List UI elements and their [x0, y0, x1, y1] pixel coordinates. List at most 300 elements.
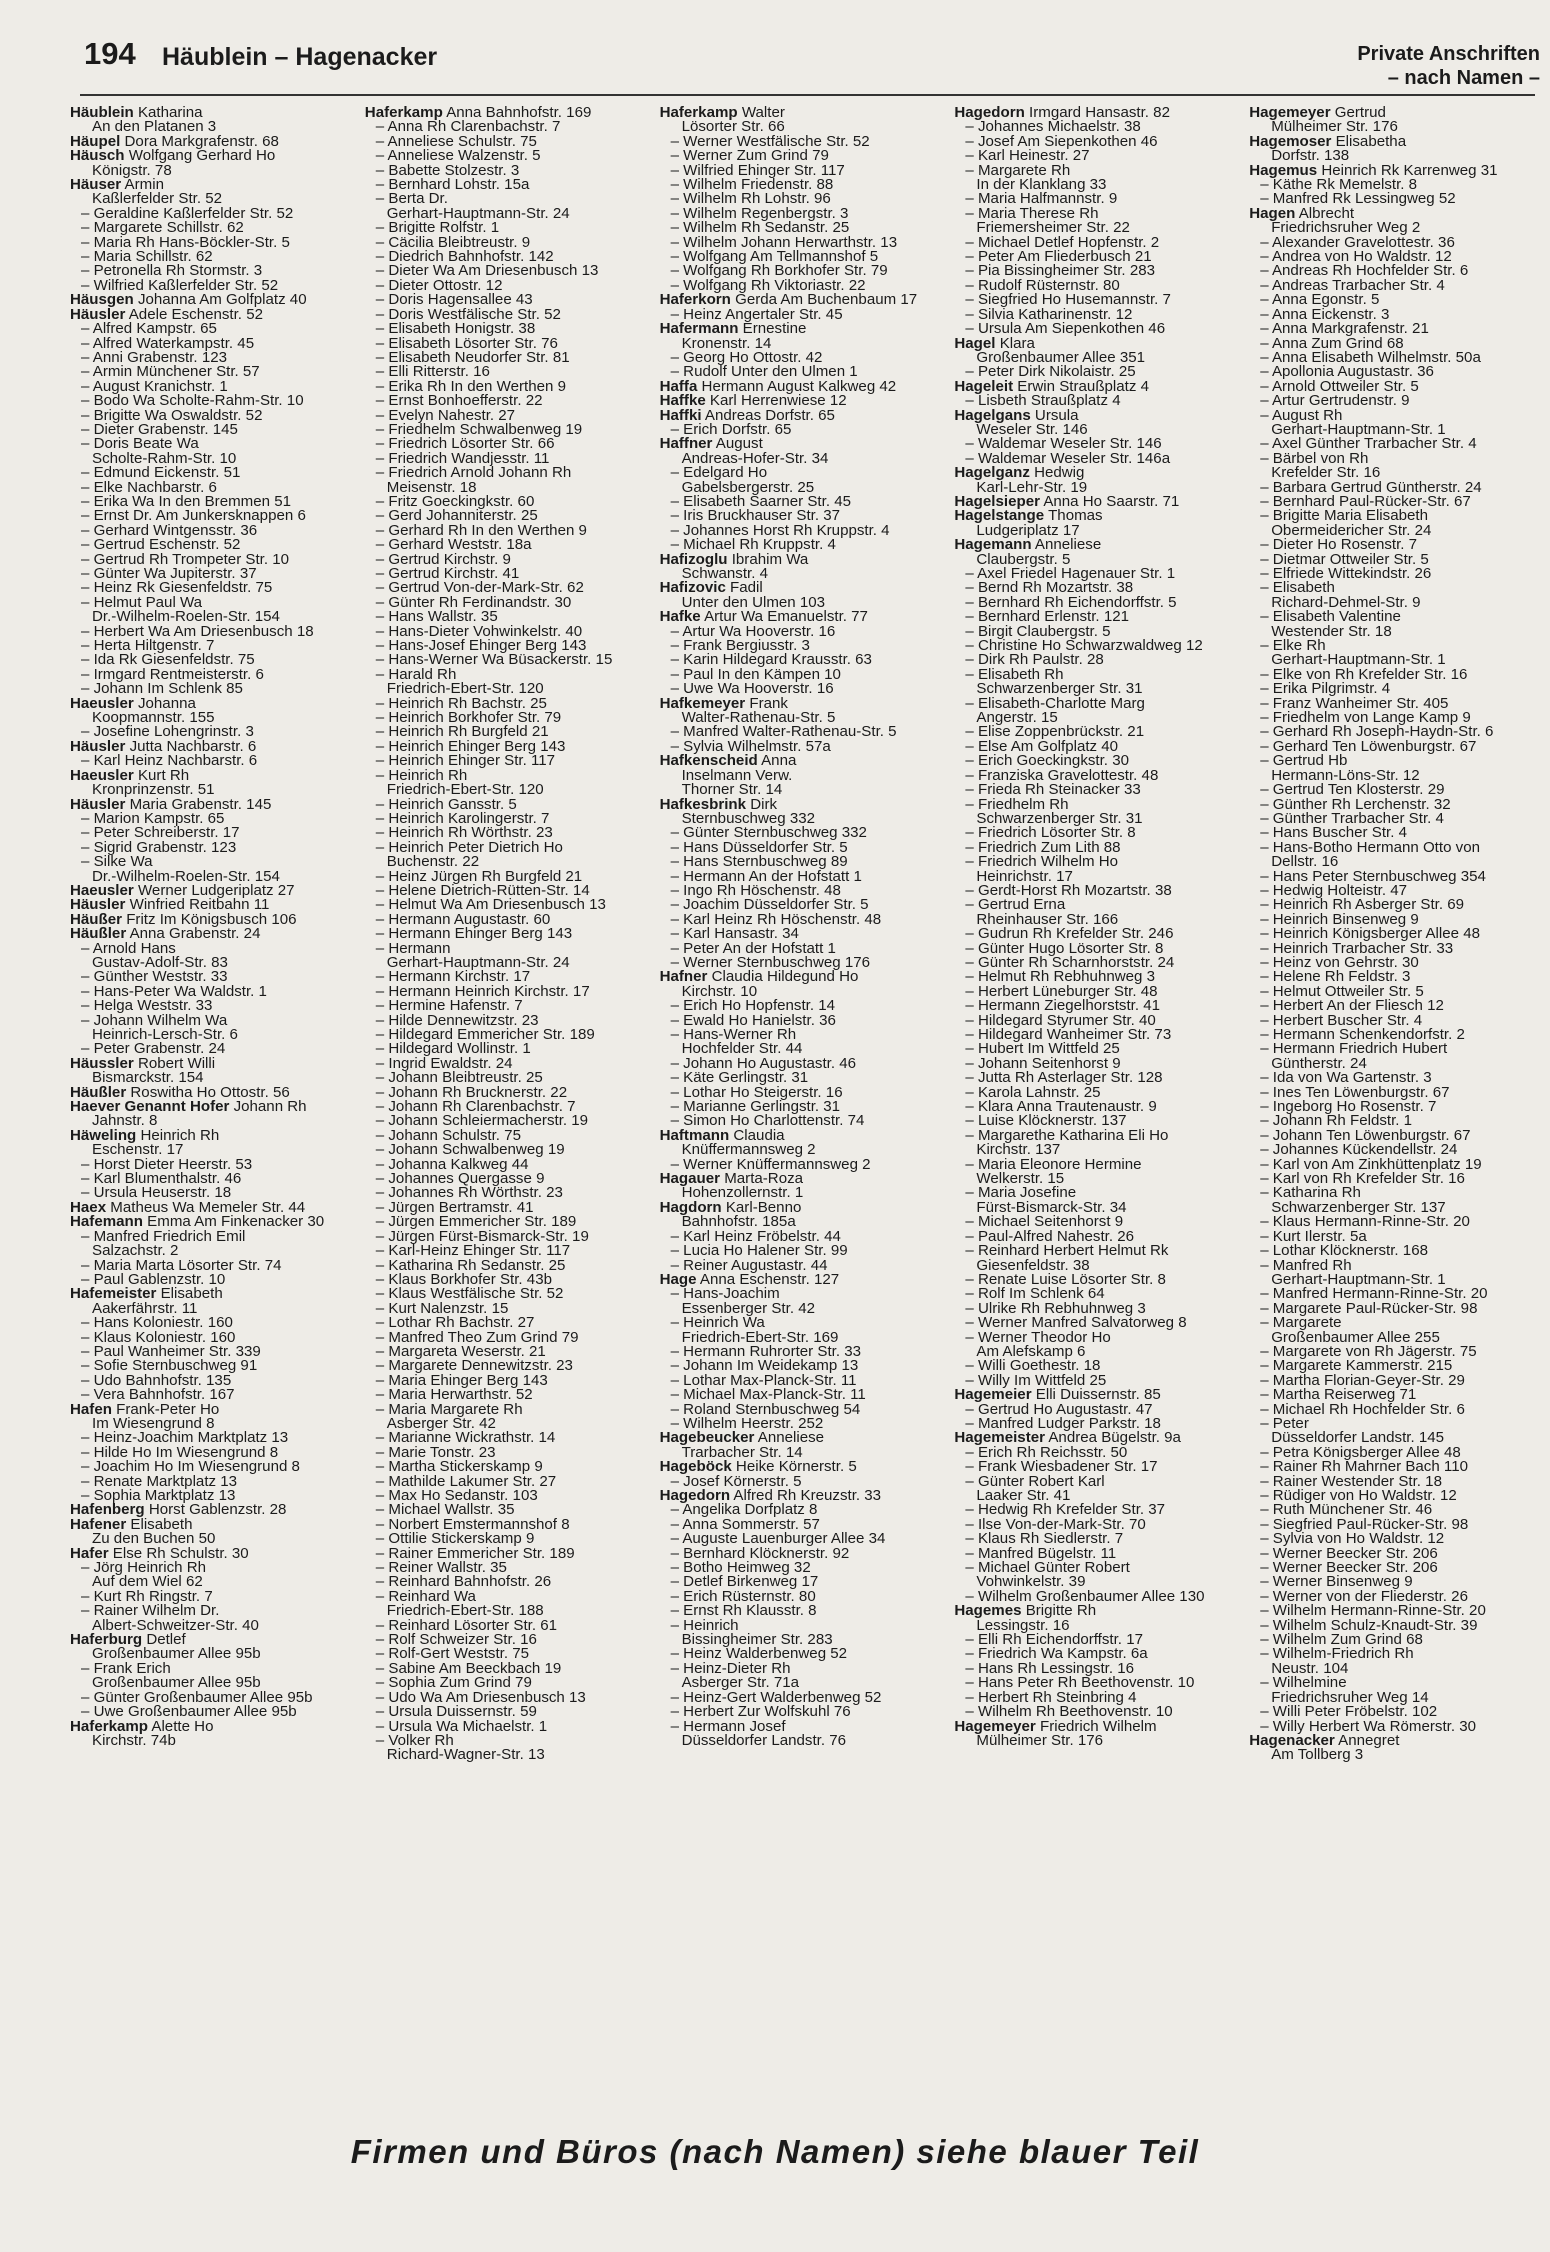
sub-entry: – Reinhard Lösorter Str. 61	[375, 1616, 558, 1634]
sub-entry: – Hermann Augustastr. 60	[375, 910, 551, 928]
surname: Haftmann	[659, 1126, 730, 1144]
continuation-line: Friemersheimer Str. 22	[976, 219, 1130, 237]
page-title: Häublein – Hagenacker	[162, 43, 438, 71]
sub-entry: – Uwe Wa Hooverstr. 16	[670, 680, 834, 698]
continuation-line: Friedrichsruher Weg 14	[1271, 1688, 1429, 1706]
sub-entry: – Axel Friedel Hagenauer Str. 1	[965, 565, 1176, 582]
entry-detail: Klara	[995, 334, 1035, 352]
sub-entry: – Heinrich Gansstr. 5	[375, 795, 517, 813]
sub-entry: – Friedhelm Schwalbenweg 19	[375, 420, 583, 438]
continuation-line: Schwarzenberger Str. 31	[976, 680, 1143, 698]
sub-entry: – Friedhelm von Lange Kamp 9	[1260, 709, 1471, 727]
sub-entry: – Rudolf Rüsternstr. 80	[965, 276, 1120, 294]
surname: Haferkamp	[659, 106, 738, 121]
sub-entry: – Johannes Rh Wörthstr. 23	[375, 1184, 563, 1202]
entry-detail: Johanna	[133, 694, 196, 712]
continuation-line: Großenbaumer Allee 95b	[92, 1674, 261, 1692]
continuation-line: Trarbacher Str. 14	[681, 1443, 803, 1461]
sub-entry: – Else Am Golfplatz 40	[965, 737, 1119, 755]
continuation-line: Hermann-Löns-Str. 12	[1271, 766, 1420, 784]
surname: Haeusler	[70, 766, 134, 784]
sub-entry: – Manfred Bügelstr. 11	[965, 1544, 1117, 1562]
sub-entry: – Heinrich Rh Bachstr. 25	[375, 694, 547, 712]
surname: Haeusler	[70, 694, 134, 712]
continuation-line: In der Klanklang 33	[976, 176, 1107, 194]
sub-entry: – Heinrich	[670, 1616, 739, 1634]
entry-detail: Anneliese	[754, 1429, 825, 1447]
sub-entry: – Werner Westfälische Str. 52	[670, 132, 870, 150]
sub-entry: – Klaus Westfälische Str. 52	[375, 1285, 564, 1303]
sub-entry: – Reinhard Wa	[375, 1587, 476, 1605]
surname: Haever Genannt Hofer	[70, 1098, 230, 1116]
sub-entry: – Herbert Zur Wolfskuhl 76	[670, 1703, 851, 1721]
sub-entry: – Bernhard Rh Eichendorffstr. 5	[965, 593, 1177, 611]
sub-entry: – Elisabeth Valentine	[1260, 608, 1401, 626]
entry-detail: Heinrich Rk Karrenweg 31	[1317, 161, 1498, 179]
sub-entry: – Reinhard Bahnhofstr. 26	[375, 1573, 552, 1591]
sub-entry: – Helmut Rh Rebhuhnweg 3	[965, 968, 1156, 986]
continuation-line: Jahnstr. 8	[92, 1112, 158, 1130]
continuation-line: Meisenstr. 18	[386, 478, 477, 496]
entry-detail: Erwin Straußplatz 4	[1013, 377, 1150, 395]
entry-detail: Emma Am Finkenacker 30	[142, 1213, 325, 1231]
sub-entry: – Frieda Rh Steinacker 33	[965, 781, 1141, 799]
sub-entry: – Gertrud Ten Klosterstr. 29	[1260, 781, 1445, 799]
sub-entry: – Edmund Eickenstr. 51	[81, 464, 241, 482]
surname: Häuser	[70, 176, 122, 194]
sub-entry: – Josefine Lohengrinstr. 3	[81, 723, 254, 741]
continuation-line: Dellstr. 16	[1271, 853, 1339, 871]
continuation-line: Angerstr. 15	[976, 709, 1058, 727]
sub-entry: – Norbert Emstermannshof 8	[375, 1515, 570, 1533]
sub-entry: – Elisabeth	[1260, 579, 1335, 597]
continuation-line: Eschenstr. 17	[92, 1141, 184, 1159]
sub-entry: – Herbert Wa Am Driesenbusch 18	[81, 622, 314, 640]
sub-entry: – Ingrid Ewaldstr. 24	[375, 1054, 513, 1072]
entry-detail: Ursula	[1030, 406, 1079, 424]
sub-entry: – Andreas Rh Hochfelder Str. 6	[1260, 262, 1469, 280]
sub-entry: – Hildegard Wollinstr. 1	[375, 1040, 531, 1058]
sub-entry: – Anni Grabenstr. 123	[81, 348, 228, 366]
sub-entry: – Heinrich Königsberger Allee 48	[1260, 925, 1481, 943]
sub-entry: – Gerhard Rh Joseph-Haydn-Str. 6	[1260, 723, 1494, 741]
sub-entry: – Sigrid Grabenstr. 123	[81, 838, 237, 856]
surname: Hafkenscheid	[659, 752, 758, 770]
sub-entry: – Silvia Katharinenstr. 12	[965, 305, 1133, 323]
sub-entry: – Andreas Trarbacher Str. 4	[1260, 276, 1445, 294]
continuation-line: Im Wiesengrund 8	[92, 1414, 215, 1432]
surname: Hageböck	[659, 1458, 732, 1476]
sub-entry: – Johann Ho Augustastr. 46	[670, 1054, 857, 1072]
sub-entry: – Heinrich Binsenweg 9	[1260, 910, 1419, 928]
continuation-line: Albert-Schweitzer-Str. 40	[92, 1616, 259, 1634]
sub-entry: – Johann Ten Löwenburgstr. 67	[1260, 1126, 1471, 1144]
sub-entry: – Joachim Düsseldorfer Str. 5	[670, 896, 869, 914]
continuation-line: Richard-Wagner-Str. 13	[386, 1746, 545, 1764]
sub-entry: – Wilhelm Friedenstr. 88	[670, 176, 834, 194]
sub-entry: – Werner Beecker Str. 206	[1260, 1544, 1438, 1562]
sub-entry: – Johann Rh Clarenbachstr. 7	[375, 1098, 576, 1116]
sub-entry: – Armin Münchener Str. 57	[81, 363, 260, 381]
sub-entry: – Margarete Kammerstr. 215	[1260, 1357, 1453, 1375]
entry-detail: Dora Markgrafenstr. 68	[120, 132, 279, 150]
entry-detail: Marta-Roza	[720, 1170, 804, 1188]
sub-entry: – Paul In den Kämpen 10	[670, 665, 841, 683]
continuation-line: Heinrich-Lersch-Str. 6	[92, 1026, 238, 1043]
continuation-line: Walter-Rathenau-Str. 5	[681, 709, 836, 727]
sub-entry: – Dieter Grabenstr. 145	[81, 420, 238, 438]
sub-entry: – Erich Rh Reichsstr. 50	[965, 1443, 1128, 1461]
entry-detail: Armin	[121, 176, 164, 194]
entry-detail: Brigitte Rh	[1021, 1602, 1097, 1620]
surname: Häusler	[70, 896, 126, 914]
sub-entry: – Elfriede Wittekindstr. 26	[1260, 565, 1432, 582]
sub-entry: – Heinz Rk Giesenfeldstr. 75	[81, 579, 273, 597]
surname: Hafkesbrink	[659, 795, 746, 813]
entry-detail: Adele Eschenstr. 52	[125, 305, 263, 323]
sub-entry: – Artur Wa Hooverstr. 16	[670, 622, 836, 640]
sub-entry: – Peter	[1260, 1414, 1309, 1432]
section-label-line2: – nach Namen –	[1387, 67, 1540, 89]
sub-entry: – Anneliese Walzenstr. 5	[375, 147, 541, 165]
surname: Haferburg	[70, 1631, 143, 1649]
sub-entry: – Martha Florian-Geyer-Str. 29	[1260, 1371, 1465, 1389]
entry-detail: Anna Bahnhofstr. 169	[442, 106, 592, 121]
sub-entry: – Dieter Wa Am Driesenbusch 13	[375, 262, 599, 280]
surname: Hafizoglu	[659, 550, 728, 568]
surname: Haex	[70, 1198, 107, 1216]
surname: Hafemann	[70, 1213, 143, 1231]
sub-entry: – Hans Rh Lessingstr. 16	[965, 1659, 1135, 1677]
sub-entry: – Hans-Josef Ehinger Berg 143	[375, 637, 587, 655]
entry-detail: Winfried Reitbahn 11	[125, 896, 270, 914]
sub-entry: – Alfred Waterkampstr. 45	[81, 334, 255, 352]
sub-entry: – Maria Ehinger Berg 143	[375, 1371, 548, 1389]
sub-entry: – Alexander Gravelottestr. 36	[1260, 233, 1455, 251]
sub-entry: – Anneliese Schulstr. 75	[375, 132, 537, 150]
continuation-line: Asberger Str. 71a	[681, 1674, 800, 1692]
sub-entry: – Volker Rh	[375, 1731, 454, 1749]
continuation-line: Dr.-Wilhelm-Roelen-Str. 154	[92, 867, 280, 885]
sub-entry: – Günter Wa Jupiterstr. 37	[81, 565, 257, 582]
continuation-line: Welkerstr. 15	[976, 1170, 1065, 1188]
sub-entry: – Herbert Rh Steinbring 4	[965, 1688, 1137, 1706]
sub-entry: – Hans-Werner Wa Büsackerstr. 15	[375, 651, 613, 669]
sub-entry: – Heinrich Ehinger Str. 117	[375, 752, 556, 770]
sub-entry: – Renate Marktplatz 13	[81, 1472, 238, 1490]
continuation-line: Mülheimer Str. 176	[976, 1731, 1104, 1749]
sub-entry: – Silke Wa	[81, 853, 153, 871]
sub-entry: – Friedrich Arnold Johann Rh	[375, 464, 572, 482]
continuation-line: Gerhart-Hauptmann-Str. 1	[1271, 1270, 1446, 1288]
sub-entry: – Peter An der Hofstatt 1	[670, 939, 836, 957]
sub-entry: – Heinrich Rh Asberger Str. 69	[1260, 896, 1465, 914]
sub-entry: – Waldemar Weseler Str. 146	[965, 435, 1162, 453]
sub-entry: – Werner Manfred Salvatorweg 8	[965, 1314, 1187, 1332]
sub-entry: – Hans-Werner Rh	[670, 1026, 797, 1043]
surname: Hagebeucker	[659, 1429, 755, 1447]
sub-entry: – Roland Sternbuschweg 54	[670, 1400, 861, 1418]
surname: Hafen	[70, 1400, 112, 1418]
sub-entry: – Brigitte Wa Oswaldstr. 52	[81, 406, 263, 424]
sub-entry: – Margarete Paul-Rücker-Str. 98	[1260, 1299, 1478, 1317]
sub-entry: – Helene Dietrich-Rütten-Str. 14	[375, 881, 590, 899]
sub-entry: – Gerdt-Horst Rh Mozartstr. 38	[965, 881, 1172, 899]
continuation-line: Friedrich-Ebert-Str. 120	[386, 781, 544, 799]
continuation-line: Kirchstr. 74b	[92, 1731, 176, 1749]
sub-entry: – Hans Koloniestr. 160	[81, 1314, 233, 1332]
sub-entry: – Johanna Kalkweg 44	[375, 1155, 529, 1173]
entry-detail: Else Rh Schulstr. 30	[108, 1544, 249, 1562]
sub-entry: – Martha Stickerskamp 9	[375, 1458, 543, 1476]
sub-entry: – Hermine Hafenstr. 7	[375, 997, 523, 1015]
sub-entry: – Margareta Weserstr. 21	[375, 1342, 546, 1360]
sub-entry: – Friedhelm Rh	[965, 795, 1069, 813]
sub-entry: – Andrea von Ho Waldstr. 12	[1260, 248, 1452, 266]
sub-entry: – Wilhelm Großenbaumer Allee 130	[965, 1587, 1205, 1605]
sub-entry: – Anna Egonstr. 5	[1260, 291, 1380, 309]
surname: Häußler	[70, 925, 127, 943]
continuation-line: Am Alefskamp 6	[976, 1342, 1086, 1360]
entry-detail: Matheus Wa Memeler Str. 44	[106, 1198, 306, 1216]
surname: Haferkamp	[70, 1717, 149, 1735]
sub-entry: – Dieter Ottostr. 12	[375, 276, 503, 294]
sub-entry: – Willi Goethestr. 18	[965, 1357, 1101, 1375]
continuation-line: Schwarzenberger Str. 137	[1271, 1198, 1446, 1216]
sub-entry: – Dieter Ho Rosenstr. 7	[1260, 536, 1418, 554]
sub-entry: – Marianne Gerlingstr. 31	[670, 1098, 841, 1116]
sub-entry: – Ingeborg Ho Rosenstr. 7	[1260, 1098, 1437, 1116]
sub-entry: – Ida Rk Giesenfeldstr. 75	[81, 651, 255, 669]
sub-entry: – Bernhard Erlenstr. 121	[965, 608, 1130, 626]
sub-entry: – Fritz Goeckingkstr. 60	[375, 492, 535, 510]
sub-entry: – Marion Kampstr. 65	[81, 809, 225, 827]
sub-entry: – Elke Rh	[1260, 637, 1326, 655]
sub-entry: – Hedwig Rh Krefelder Str. 37	[965, 1501, 1166, 1519]
continuation-line: Unter den Ulmen 103	[681, 593, 826, 611]
entry-detail: Elli Duissernstr. 85	[1031, 1386, 1161, 1404]
surname: Hafkemeyer	[659, 694, 746, 712]
entry-detail: Frank	[745, 694, 788, 712]
sub-entry: – Anna Zum Grind 68	[1260, 334, 1404, 352]
header-rule	[80, 94, 1535, 96]
entry-detail: Anneliese	[1031, 536, 1102, 554]
sub-entry: – Maria Margarete Rh	[375, 1400, 523, 1418]
sub-entry: – Günter Großenbaumer Allee 95b	[81, 1688, 313, 1706]
continuation-line: Dorfstr. 138	[1271, 147, 1350, 165]
sub-entry: – Wilhelm Rh Beethovenstr. 10	[965, 1703, 1173, 1721]
sub-entry: – Petronella Rh Stormstr. 3	[81, 262, 263, 280]
sub-entry: – Jürgen Emmericher Str. 189	[375, 1213, 577, 1231]
sub-entry: – Johannes Quergasse 9	[375, 1170, 545, 1188]
sub-entry: – Kurt Rh Ringstr. 7	[81, 1587, 213, 1605]
sub-entry: – Karl-Heinz Ehinger Str. 117	[375, 1242, 571, 1260]
sub-entry: – Anna Rh Clarenbachstr. 7	[375, 118, 561, 136]
surname: Haffki	[659, 406, 702, 424]
sub-entry: – Hermann Ziegelhorststr. 41	[965, 997, 1161, 1015]
sub-entry: – Hans Buscher Str. 4	[1260, 824, 1408, 842]
sub-entry: – Reiner Wallstr. 35	[375, 1559, 507, 1577]
entry-detail: Robert Willi	[133, 1054, 216, 1072]
sub-entry: – Wilhelm Johann Herwarthstr. 13	[670, 233, 898, 251]
sub-entry: – Hedwig Holteistr. 47	[1260, 881, 1408, 899]
sub-entry: – Lothar Rh Bachstr. 27	[375, 1314, 535, 1332]
sub-entry: – Wilhelm Zum Grind 68	[1260, 1631, 1423, 1649]
sub-entry: – Gerhard Weststr. 18a	[375, 536, 532, 554]
entry-detail: Katharina	[133, 106, 203, 121]
sub-entry: – Klaus Koloniestr. 160	[81, 1328, 236, 1346]
sub-entry: – Erich Dorfstr. 65	[670, 420, 792, 438]
sub-entry: – Heinrich Rh Burgfeld 21	[375, 723, 549, 741]
sub-entry: – Dietmar Ottweiler Str. 5	[1260, 550, 1429, 568]
continuation-line: Buchenstr. 22	[386, 853, 480, 871]
continuation-line: Bismarckstr. 154	[92, 1069, 204, 1087]
sub-entry: – Peter Schreiberstr. 17	[81, 824, 240, 842]
sub-entry: – Klaus Hermann-Rinne-Str. 20	[1260, 1213, 1470, 1231]
sub-entry: – Iris Bruckhauser Str. 37	[670, 507, 841, 525]
sub-entry: – Birgit Claubergstr. 5	[965, 622, 1111, 640]
continuation-line: Gabelsbergerstr. 25	[681, 478, 815, 496]
sub-entry: – Hans Sternbuschweg 89	[670, 853, 848, 871]
sub-entry: – Katharina Rh	[1260, 1184, 1361, 1202]
sub-entry: – Hilde Ho Im Wiesengrund 8	[81, 1443, 279, 1461]
sub-entry: – Heinrich Ehinger Berg 143	[375, 737, 566, 755]
continuation-line: Essenberger Str. 42	[681, 1299, 815, 1317]
sub-entry: – Elli Rh Eichendorffstr. 17	[965, 1631, 1143, 1649]
directory-column-4	[954, 106, 1235, 2126]
continuation-line: Kronenstr. 14	[681, 334, 772, 352]
sub-entry: – Hermann Kirchstr. 17	[375, 968, 531, 986]
sub-entry: – Sofie Sternbuschweg 91	[81, 1357, 258, 1375]
sub-entry: – Günter Rh Ferdinandstr. 30	[375, 593, 572, 611]
sub-entry: – Ursula Wa Michaelstr. 1	[375, 1717, 548, 1735]
sub-entry: – Hermann	[375, 939, 451, 957]
sub-entry: – Johann Wilhelm Wa	[81, 1011, 228, 1029]
entry-detail: Karl-Benno	[721, 1198, 802, 1216]
sub-entry: – Johann Rh Feldstr. 1	[1260, 1112, 1413, 1130]
sub-entry: – Hildegard Wanheimer Str. 73	[965, 1026, 1172, 1043]
continuation-line: Friedrich-Ebert-Str. 169	[681, 1328, 839, 1346]
directory-columns	[70, 106, 1530, 2126]
continuation-line: Weseler Str. 146	[976, 420, 1088, 438]
sub-entry: – Anna Eickenstr. 3	[1260, 305, 1390, 323]
sub-entry: – Anna Sommerstr. 57	[670, 1515, 820, 1533]
sub-entry: – Wolfgang Am Tellmannshof 5	[670, 248, 879, 266]
surname: Haffner	[659, 435, 713, 453]
entry-detail: Friedrich Wilhelm	[1035, 1717, 1157, 1735]
surname: Hagen	[1249, 204, 1296, 222]
sub-entry: – Gertrud Eschenstr. 52	[81, 536, 241, 554]
sub-entry: – Hans Peter Sternbuschweg 354	[1260, 867, 1486, 885]
sub-entry: – Paul Gablenzstr. 10	[81, 1270, 226, 1288]
sub-entry: – Jutta Rh Asterlager Str. 128	[965, 1069, 1163, 1087]
sub-entry: – Reiner Augustastr. 44	[670, 1256, 828, 1274]
sub-entry: – Uwe Großenbaumer Allee 95b	[81, 1703, 297, 1721]
surname: Hagedorn	[659, 1487, 731, 1504]
sub-entry: – Jürgen Bertramstr. 41	[375, 1198, 534, 1216]
sub-entry: – Johannes Michaelstr. 38	[965, 118, 1141, 136]
sub-entry: – Helene Rh Feldstr. 3	[1260, 968, 1411, 986]
sub-entry: – Simon Ho Charlottenstr. 74	[670, 1112, 865, 1130]
sub-entry: – Heinrich Rh	[375, 766, 468, 784]
sub-entry: – Bernhard Paul-Rücker-Str. 67	[1260, 492, 1471, 510]
sub-entry: – Doris Hagensallee 43	[375, 291, 533, 309]
sub-entry: – Rolf Schweizer Str. 16	[375, 1631, 537, 1649]
surname: Hagauer	[659, 1170, 720, 1188]
surname: Häusch	[70, 147, 125, 165]
surname: Häublein	[70, 106, 134, 121]
continuation-line: Bissingheimer Str. 283	[681, 1631, 833, 1649]
sub-entry: – Hilde Dennewitzstr. 23	[375, 1011, 539, 1029]
sub-entry: – Gertrud Kirchstr. 41	[375, 565, 520, 582]
sub-entry: – Hans-Peter Wa Waldstr. 1	[81, 982, 267, 1000]
sub-entry: – Friedrich Wa Kampstr. 6a	[965, 1645, 1148, 1663]
continuation-line: Neustr. 104	[1271, 1659, 1349, 1677]
sub-entry: – Helmut Wa Am Driesenbusch 13	[375, 896, 606, 914]
sub-entry: – Joachim Ho Im Wiesengrund 8	[81, 1458, 300, 1476]
sub-entry: – Willy Herbert Wa Römerstr. 30	[1260, 1717, 1477, 1735]
entry-detail: Alette Ho	[148, 1717, 214, 1735]
sub-entry: – Ernst Bonhoefferstr. 22	[375, 392, 543, 410]
sub-entry: – Josef Am Siepenkothen 46	[965, 132, 1158, 150]
continuation-line: Hochfelder Str. 44	[681, 1040, 803, 1058]
entry-detail: Irmgard Hansastr. 82	[1024, 106, 1170, 121]
sub-entry: – Diedrich Bahnhofstr. 142	[375, 248, 554, 266]
sub-entry: – Manfred Ludger Parkstr. 18	[965, 1414, 1161, 1432]
surname: Häussler	[70, 1054, 134, 1072]
sub-entry: – Peter Am Fliederbusch 21	[965, 248, 1152, 266]
sub-entry: – Erika Wa In den Bremmen 51	[81, 492, 292, 510]
sub-entry: – Lisbeth Straußplatz 4	[965, 392, 1121, 410]
continuation-line: Laaker Str. 41	[976, 1487, 1071, 1504]
continuation-line: Andreas-Hofer-Str. 34	[681, 449, 829, 467]
sub-entry: – Ruth Münchener Str. 46	[1260, 1501, 1433, 1519]
sub-entry: – Erika Rh In den Werthen 9	[375, 377, 566, 395]
surname: Häusler	[70, 795, 126, 813]
sub-entry: – Herta Hiltgenstr. 7	[81, 637, 215, 655]
sub-entry: – Jürgen Fürst-Bismarck-Str. 19	[375, 1227, 589, 1245]
sub-entry: – Manfred Theo Zum Grind 79	[375, 1328, 579, 1346]
surname: Häusler	[70, 737, 126, 755]
surname: Hagelganz	[954, 464, 1030, 482]
sub-entry: – Käthe Rk Memelstr. 8	[1260, 176, 1418, 194]
surname: Hagemeister	[954, 1429, 1045, 1447]
footer-note: Firmen und Büros (nach Namen) siehe blauer Teil	[350, 2133, 1200, 2170]
sub-entry: – Arnold Hans	[81, 939, 176, 957]
entry-detail: Claudia	[729, 1126, 785, 1144]
sub-entry: – Heinz-Gert Walderbenweg 52	[670, 1688, 882, 1706]
directory-column-5	[1249, 106, 1530, 2126]
sub-entry: – Heinz Walderbenweg 52	[670, 1645, 848, 1663]
continuation-line: Güntherstr. 24	[1271, 1054, 1367, 1072]
surname: Haffke	[659, 392, 706, 410]
surname: Haeusler	[70, 881, 134, 899]
sub-entry: – Manfred Hermann-Rinne-Str. 20	[1260, 1285, 1488, 1303]
sub-entry: – Margarete Dennewitzstr. 23	[375, 1357, 573, 1375]
sub-entry: – Wilhelm Regenbergstr. 3	[670, 204, 849, 222]
sub-entry: – Karin Hildegard Krausstr. 63	[670, 651, 872, 669]
continuation-line: Gerhart-Hauptmann-Str. 24	[386, 953, 570, 971]
sub-entry: – Hans Düsseldorfer Str. 5	[670, 838, 848, 856]
sub-entry: – Babette Stolzestr. 3	[375, 161, 520, 179]
sub-entry: – Apollonia Augustastr. 36	[1260, 363, 1434, 381]
sub-entry: – Heinz Angertaler Str. 45	[670, 305, 843, 323]
sub-entry: – Maria Herwarthstr. 52	[375, 1386, 533, 1404]
continuation-line: Scholte-Rahm-Str. 10	[92, 449, 237, 467]
sub-entry: – Ernst Rh Klausstr. 8	[670, 1602, 817, 1620]
page-number: 194	[84, 36, 136, 71]
sub-entry: – Bernd Rh Mozartstr. 38	[965, 579, 1134, 597]
